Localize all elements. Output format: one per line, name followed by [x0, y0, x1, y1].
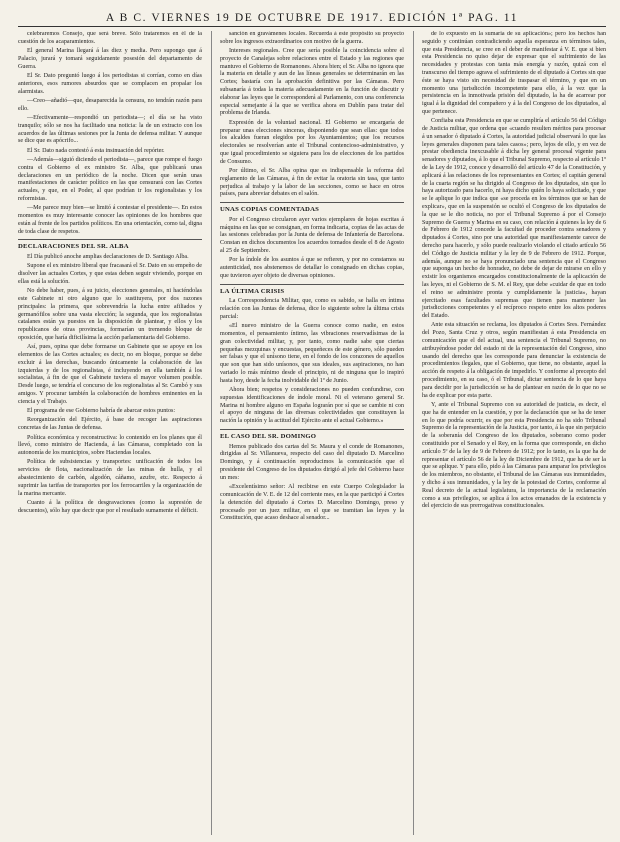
paragraph: Por el Congreso circularon ayer varios ejemplares de hojas escritas á máquina en las que se consignan, en forma indicaria, copias de las actas de las sesiones celebradas por la Junta de defensa de Infantería de Barcelona. Constan en dichos documentos los acuerdos tomados desde el 8 de Agosto al 25 de Septiembre. [220, 216, 404, 255]
section-heading: EL CASO DEL SR. DOMINGO [220, 433, 317, 441]
paragraph: Cuanto á la política de desgravaciones (como la supresión de descuentos), sólo hay que decir que por el resultado sumamente el déficit. [18, 499, 202, 514]
paragraph: —Efectivamente—respondió un periodista—; el día se ha visto tranquilo; sólo se nos ha facilitado una noticia: la de un extracto con los acuerdos de las últimas sesiones por la Junta de defensa militar. Y aunque se dice que es apócrifo... [18, 114, 202, 145]
paragraph: Reorganización del Ejército, á base de recoger las aspiraciones concretas de las Juntas de defensa. [18, 417, 202, 432]
section-heading: DECLARACIONES DEL SR. ALBA [18, 243, 129, 251]
paragraph: de lo expuesto en la sumaria de su aplicación»; pero los hechos han seguido y continúan contradiciendo aquella esperanza en términos tales, que esta Presidencia, se cree en el deber de manifestar á V. E. que si bien esta Presidencia no quiso dejar de expresar que el sufrimiento de las necesidades y protestas con tanta más energía y razón, quizá con el transcurso del tiempo agrava el sufrimiento de el diputado á Cortes sin que éste se haya visto sin necesidad de traspasar el término, y que en un momento una jurisdicción incompetente para ello, á la vez que la persistencia en la inmotivada prisión del diputado, la ha de acarrear por igual á la dignidad del compañero y á la del Congreso de los diputados, al que pertenece. [422, 31, 606, 115]
divider [220, 202, 404, 203]
paragraph: Expresión de la voluntad nacional. El Gobierno se encargaría de preparar unas elecciones sinceras, disponiendo que sean ellas: que todos los alcaldes fueran elegidos por los Ayuntamientos; que los recursos electorales se resolverían ante el Tribunal contencioso-administrativo, y que igual procedimiento se siguiera para los de elecciones de los partidos de Consumo. [220, 119, 404, 165]
paragraph: celebraremos Consejo, que será breve. Sólo trataremos en él de la cuestión de los acaparamientos. [18, 31, 202, 45]
paragraph: —Además—siguió diciendo el periodista—, parece que rompe el fuego contra el Gobierno el ex ministro Sr. Alba, que publicará unas declaraciones en un periódico de la noche. Dicen que serán unas manifestaciones de carácter político en las que censurará con las Cortes actuales, y que, en el Poder, al que podrían ir los regionalistas y los reformistas. [18, 156, 202, 202]
paragraph: «El nuevo ministro de la Guerra conoce como nadie, en estos momentos, el pensamiento íntimo, las vibraciones reservadísimas de la gran colectividad militar, y, por tanto, como nadie sabe que ciertas pequeñas mezquinas y encuestas, pequeñeces de este género, sólo pueden ser falsas y que el unísono tiene, en el fondo de los corazones de aquellos que son que han sido unísonos, que sus ideales, sus aspiraciones, no han variado lo más mínimo desde el principio, ni de ninguna que lo inspiró hasta hoy, desde la fecha inolvidable del 1º de Junio. [220, 323, 404, 384]
section-heading: LA ÚLTIMA CRISIS [220, 287, 285, 295]
divider [220, 429, 404, 430]
paragraph: Y, ante el Tribunal Supremo con su autoridad de justicia, es decir, el que ha de entender en la cuestión, y por la declaración que se ha de tener en lo que podría ocurrir, es que por esta Presidencia no ha sido Tribunal Supremo de la representación de la Justicia, por tanto, á la que sin perjuicio de la soberanía del Congreso de los diputados, soberano como poder constituido por el Senado y el Rey, en la forma que corresponde, en dicho artículo 5º de la ley de 9 de Febrero de 1912; por lo tanto, es la que ha de representar el artículo 56 de la ley de Diciembre de 1912, que ha de ser la que se aplique. Y para ello, pido á las Cámaras para amparar los privilegios de los miembros, no obstante, el Tribunal de las Cámaras sus inmunidades, y dicho á sus inmunidades, y la ley de la potestad de Cortes, conforme al Real decreto de la actual legislatura, la importancia de la reclamación como a sus privilegios, se aplica á los actos emanados de la existencia y del ejercicio de sus prerrogativas constitucionales. [422, 401, 606, 510]
paragraph: Hemos publicado dos cartas del Sr. Maura y el conde de Romanones, dirigidas al Sr. Villanueva, respecto del caso del diputado D. Marcelino Domingo, y á continuación reproducimos la comunicación que el presidente del Congreso de los diputados dirigió al jefe del Gobierno hace un mes: [220, 443, 404, 481]
paragraph: sanción en gravámenes locales. Recuerda á este propósito su proyecto sobre los ingresos extraordinarios con motivo de la guerra. [220, 31, 404, 45]
paragraph: Intereses regionales. Cree que sería posible la coincidencia sobre el proyecto de Canalejas sobre relaciones entre el Estado y las regiones que mantuvo el Gobierno de Romanones. Ahora bien; el Sr. Alba no ignora que la materia en detalle y aun de las líneas generales se determinarán en las Cortes; bastaría con la aprobación definitiva por las Cámaras. Pero subsanaría á todas la materia adecuadamente en la función de discutir y elaborar las leyes que le corresponderá al Parlamento, con una conferencia especial semejante á la que se verifica ahora en Dublín para tratar del problema de Irlanda. [220, 48, 404, 117]
paragraph: Confiaba esta Presidencia en que se cumpliría el artículo 56 del Código de Justicia militar, que ordena que «cuando resulten méritos para procesar á un senador ó diputado á Cortes, la autoridad judicial observará lo que las leyes generales disponen para tales casos»; pero, lejos de ello, y en vez de prestar obediencia inexcusable á dicha ley general procesal vigente para senadores y diputados, á lo que el Tribunal Supremo, respecto al artículo 1º de la Ley de 1912, conoce y desarrolló del artículo 47 de la Constitución, y aplicará á las relaciones de los representantes en Cortes; el capitán general de la cuarta región se ha dirigido al Congreso de los diputados, sin que lo haya autorizado para hacerlo, ni haya dicho quién lo haya solicitado, y que se le aplique lo que indica que «se proceda en los términos que se han de explicar», que en la suspensión se ocultó el Congreso de los diputados de la que se le dio noticia, no por el Tribunal Supremo á por el Consejo Supremo de Guerra y Marina en su caso, con relación á quienes la ley de 6 de Febrero de 1912 concede la facultad de proceder contra senadores y diputados á Cortes, sino por una autoridad que manifiestamente carece de derecho para hacerlo, y sólo puede realizarlo violando el citado artículo 56 del Código de Justicia militar y la ley de 9 de Febrero de 1912. Porque, además, aunque no se haya pronunciado una sentencia que el Congreso que suponga un hecho de honradez, no debe de dejar de mirarse en ello y existir los organismos encargados constitucionalmente de la aplicación de las leyes, ni el Gobierno de S. M. el Rey, que debe «cuidar de que en todo el reino se administre pronta y cumplidamente la justicia», hayan ejercitado esas facultades supremas que tienen para mantener las jurisdicciones competentes y el recíproco respeto entre los altos poderes del Estado. [422, 118, 606, 320]
paragraph: Ante esta situación se reclama, los diputados á Cortes Sres. Fernández del Pozo, Santa Cruz y otros, según manifiestan á esta Presidencia en comunicación que el del actual, una sentencia el Tribunal Supremo, no atribuyéndose poder del estado ni de la representación del Congreso, sino usando del derecho que les corresponde para denunciar la existencia de procedimientos ilegales, que el Gobierno, que tiene, no obstante, aquel la acción de respeto á la obligación de impedirlo. Y conforme al precepto del procedimiento, en su caso, ó el Tribunal, dictar sentencia de lo que haya para decidir por la jurisdicción se ha de plantear en razón de lo que no se ha de explicar por esta parte. [422, 322, 606, 399]
paragraph: Por la índole de los asuntos á que se refieren, y por no constarnos su autenticidad, nos abstenemos de detallar lo consignado en dichas copias, que tuvieron ayer objeto de diversas opiniones. [220, 257, 404, 279]
paragraph: El Día publicó anoche amplias declaraciones de D. Santiago Alba. [27, 254, 189, 261]
column-3 [413, 31, 606, 835]
paragraph: Así, pues, opina que debe formarse un Gabinete que se apoye en los elementos de las Cortes actuales; es decir, no en bloque, porque se debe excluir á las derechas, buscando únicamente la colaboración de las izquierdas y de los regionalistas, é incluyendo en ella también á los socialistas, á fin de que el Gabinete tuviera el mayor volumen posible. Desde luego, se tendría el concurso de los regionalistas al Sr. Cambó y sus amigos. Y procurar también la colaboración de hombres eminentes en la ciencia y el Trabajo. [18, 344, 202, 405]
paragraph: Por último, el Sr. Alba opina que es indispensable la reforma del reglamento de las Cámaras, á fin de evitar la oratoria sin tasa, que tanto perjudica al trabajo y la labor de las secciones, como se hace en otros países, para abreviar debates en el salón. [220, 168, 404, 198]
paragraph: Supone el ex ministro liberal que fracasará el Sr. Dato en su empeño de disolver las actuales Cortes, y que estas deben seguir viviendo, porque en ellas está la solución. [18, 263, 202, 285]
paragraph: —Creo—añadió—que, desaparecida la censura, no tendrán razón para ello. [18, 97, 202, 112]
paragraph: El programa de ese Gobierno habría de abarcar estos puntos: [27, 408, 176, 415]
paragraph: —Me parece muy bien—se limitó á contestar el presidente—. En estos momentos es muy interesante conocer las opiniones de los hombres que están al frente de los partidos políticos. En una orientación, como tal, digna de toda clase de respetos. [18, 205, 202, 235]
section-heading: UNAS COPIAS COMENTADAS [220, 206, 320, 214]
paragraph: Política económica y reconstructiva: lo contenido en los planes que él llevó, como ministro de Hacienda, á las Cámaras, completado con la autonomía de los municipios, sobre Haciendas locales. [18, 434, 202, 457]
paragraph: No debe haber, pues, á su juicio, elecciones generales, ni haciéndolas este Gabinete ni otro alguno que lo sustituyera, por dos razones principales: la primera, que sobrevendría la lucha entre afiliados y germanófilos sobre una vasta elección; la segunda, que los regionalistas catalanes están ya puestos en la disposición de plantear, y ellos y los republicanos de otras provincias, formarían un tremendo bloque de oposición, que haría dificilísima la acción parlamentaria del Gobierno. [18, 288, 202, 341]
divider [18, 239, 202, 240]
paragraph: «Excelentísimo señor: Al recibirse en este Cuerpo Colegislador la comunicación de V. E. de 12 del corriente mes, en la que participó á Cortes la detención del diputado á Cortes D. Marcelino Domingo, preso y procesado por un juez militar, en el que se tramitan las leyes y la Constitución, que acaso deshace al senador... [220, 484, 404, 522]
paragraph: El Sr. Dato preguntó luego á los periodistas si corrían, como en días anteriores, esos rumores absurdos que se complacen en propalar los alarmistas. [18, 72, 202, 95]
paragraph: Ahora bien; respetos y consideraciones no pueden confundirse, con supuestas identificaciones de índole moral. Ni el veterano general Sr. Marina ni hombre alguno en España lograrán por sí que se cambie ni con el apoyo de ninguna de las diversas colectividades que constituyen la nación la opinión y la actitud del Ejército ante el actual Gobierno.» [220, 387, 404, 425]
column-1 [18, 31, 202, 835]
column-2 [211, 31, 404, 835]
paragraph: El Sr. Dato nada contestó á esta insinuación del repórter. [27, 147, 165, 154]
paragraph: Política de subsistencias y transportes: unificación de todos los servicios de flota, nacionalización de las minas de hulla, y el abastecimiento de carbón, algodón, cáñamo, azufre, etc. Respecto á suprimir las tarifas de transportes por los ferrocarriles y la organización de la marina mercante. [18, 459, 202, 497]
page-header: A B C. VIERNES 19 DE OCTUBRE DE 1917. EDICIÓN 1ª PAG. 11 [18, 0, 606, 27]
columns [18, 31, 606, 835]
paragraph: La Correspondencia Militar, que, como es sabido, se halla en íntima relación con las Juntas de defensa, dice lo siguiente sobre la última crisis parcial: [220, 298, 404, 320]
divider [220, 284, 404, 285]
paragraph: El general Marina llegará á las diez y media. Pero supongo que á Palacio, jurará y tomará seguidamente posesión del departamento de Guerra. [18, 48, 202, 70]
